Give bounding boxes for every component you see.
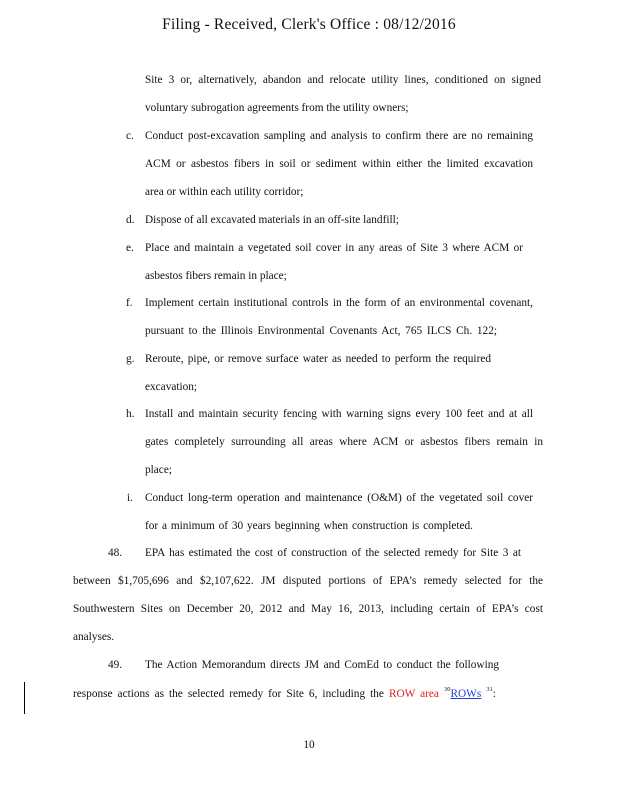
footnote-ref-30[interactable]: 30 [443, 686, 451, 693]
para-49-line-2-text: response actions as the selected remedy for Site 6, including the [73, 687, 389, 700]
item-e-line-2: asbestos fibers remain in place; [145, 270, 287, 282]
item-h-line-2: gates completely surrounding all areas where ACM or asbestos fibers remain in [145, 436, 543, 448]
item-f-marker: f. [126, 297, 133, 309]
item-f-line-2: pursuant to the Illinois Environmental Covenants Act, 765 ILCS Ch. 122; [145, 325, 497, 337]
item-e-marker: e. [126, 242, 134, 254]
para-48-line-2: between $1,705,696 and $2,107,622. JM disputed portions of EPA’s remedy selected for the [73, 575, 543, 587]
item-i-marker: i. [127, 492, 133, 504]
item-b-line-2: voluntary subrogation agreements from the utility owners; [145, 102, 409, 114]
item-i-line-2: for a minimum of 30 years beginning when construction is completed. [145, 520, 473, 532]
item-c-line-2: ACM or asbestos fibers in soil or sediment within either the limited excavation [145, 158, 533, 170]
item-g-line-1: Reroute, pipe, or remove surface water as needed to perform the required [145, 353, 491, 365]
item-c-marker: c. [126, 130, 134, 142]
filing-header: Filing - Received, Clerk's Office : 08/12/2016 [162, 16, 456, 33]
para-49-colon: : [492, 687, 496, 700]
deleted-text-row-area: ROW area [388, 687, 439, 700]
item-c-line-1: Conduct post-excavation sampling and analysis to confirm there are no remaining [145, 130, 533, 142]
item-h-line-3: place; [145, 464, 172, 476]
inserted-text-rows[interactable]: ROWs [450, 687, 482, 700]
para-49-line-2 [73, 686, 496, 700]
item-h-marker: h. [126, 408, 135, 420]
item-g-marker: g. [126, 353, 135, 365]
item-f-line-1: Implement certain institutional controls in the form of an environmental covenant, [145, 297, 533, 309]
item-d-marker: d. [126, 214, 135, 226]
para-48-number: 48. [108, 547, 123, 559]
para-48-line-3: Southwestern Sites on December 20, 2012 and May 16, 2013, including certain of EPA’s cost [73, 603, 543, 615]
item-c-line-3: area or within each utility corridor; [145, 186, 304, 198]
para-49-number: 49. [108, 659, 123, 671]
item-h-line-1: Install and maintain security fencing with warning signs every 100 feet and at all [145, 408, 533, 420]
item-e-line-1: Place and maintain a vegetated soil cover in any areas of Site 3 where ACM or [145, 242, 523, 254]
revision-change-bar [24, 682, 25, 714]
para-49-line-1: The Action Memorandum directs JM and ComEd to conduct the following [145, 659, 499, 671]
item-g-line-2: excavation; [145, 381, 198, 393]
footnote-ref-31[interactable]: 31 [486, 686, 493, 693]
item-b-line-1: Site 3 or, alternatively, abandon and relocate utility lines, conditioned on signed [145, 74, 541, 86]
item-d-line-1: Dispose of all excavated materials in an off-site landfill; [145, 214, 399, 226]
item-i-line-1: Conduct long-term operation and maintenance (O&M) of the vegetated soil cover [145, 492, 533, 504]
para-48-line-4: analyses. [73, 631, 115, 643]
page-number: 10 [303, 739, 315, 751]
para-48-line-1: EPA has estimated the cost of construction of the selected remedy for Site 3 at [145, 547, 521, 559]
